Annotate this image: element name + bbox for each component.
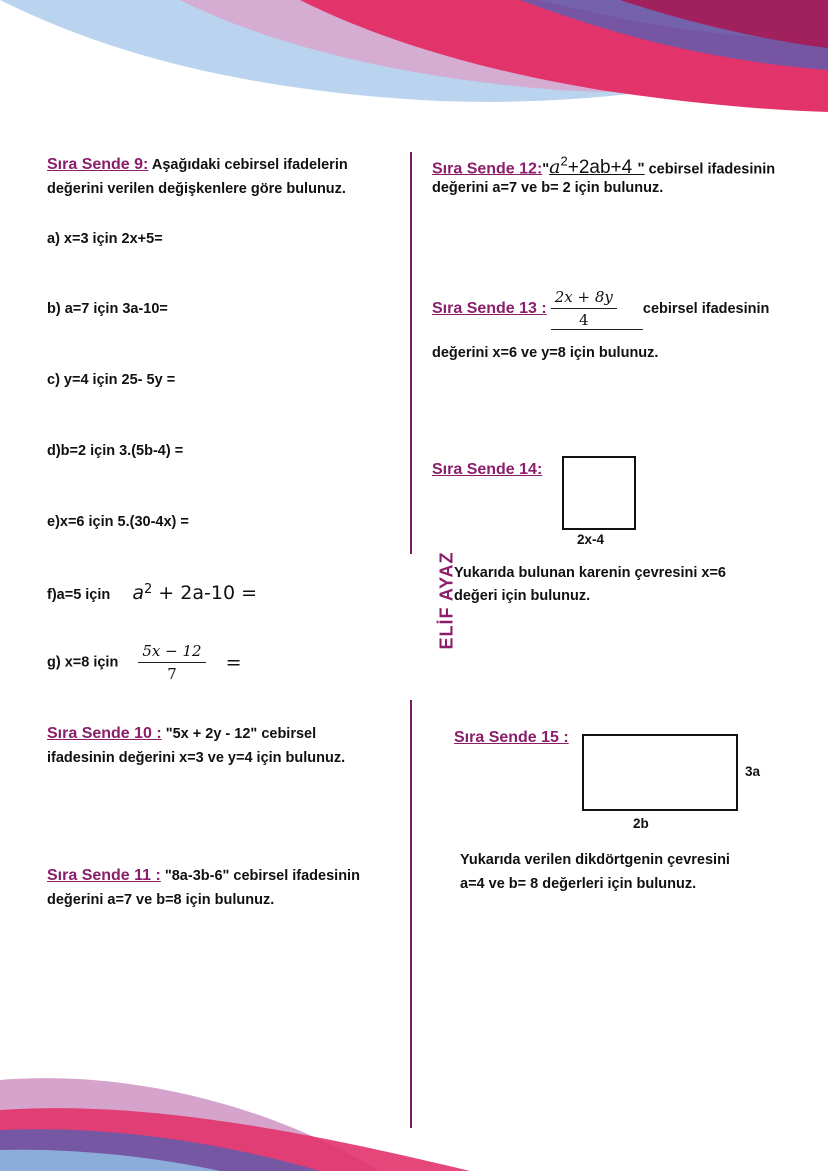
item-c: c) y=4 için 25- 5y = <box>47 372 176 388</box>
q12-expr-exp: 2 <box>560 154 568 169</box>
q13-line2: değerini x=6 ve y=8 için bulunuz. <box>432 345 659 361</box>
q15-rectangle-figure <box>582 734 738 811</box>
q12-title: Sıra Sende 12: <box>432 160 543 178</box>
q14-line2: değeri için bulunuz. <box>454 588 591 604</box>
item-e: e)x=6 için 5.(30-4x) = <box>47 514 189 530</box>
q11-heading-line <box>47 864 360 888</box>
item-g-equals: = <box>225 651 242 674</box>
q10-line2: ifadesinin değerini x=3 ve y=4 için bulunuz. <box>47 750 346 766</box>
q10-title: Sıra Sende 10 : <box>47 725 162 742</box>
item-g-denominator: 7 <box>167 665 177 683</box>
q12-line2: değerini a=7 ve b= 2 için bulunuz. <box>432 180 664 196</box>
column-divider-top <box>410 152 412 554</box>
item-g-numerator: 5x − 12 <box>142 642 202 660</box>
q15-line2: a=4 ve b= 8 değerleri için bulunuz. <box>460 876 697 892</box>
item-f-exp: 2 <box>143 582 153 597</box>
item-f <box>47 578 257 607</box>
q13-heading-line <box>432 288 769 330</box>
q14-line1: Yukarıda bulunan karenin çevresini x=6 <box>454 565 726 581</box>
item-g-prefix: g) x=8 için <box>47 654 119 671</box>
q13-title: Sıra Sende 13 : <box>432 300 547 317</box>
q13-denominator: 4 <box>579 311 589 329</box>
q11-line2: değerini a=7 ve b=8 için bulunuz. <box>47 892 275 908</box>
author-name: ELİF AYAZ <box>436 551 457 650</box>
q12-expr-rest: +2ab+4 <box>567 157 638 179</box>
item-b: b) a=7 için 3a-10= <box>47 301 168 317</box>
q11-title: Sıra Sende 11 : <box>47 867 161 884</box>
q9-title: Sıra Sende 9: <box>47 156 149 173</box>
q15-title-wrap <box>454 726 569 750</box>
item-g <box>47 642 242 683</box>
q9-line1: Aşağıdaki cebirsel ifadelerin <box>148 157 348 173</box>
q13-fraction <box>551 288 617 330</box>
q10-line1: ʺ5x + 2y - 12ʺ cebirsel <box>161 726 317 742</box>
q13-numerator: 2x + 8y <box>554 288 613 306</box>
q9-heading-line <box>47 153 348 177</box>
item-f-var: a <box>132 581 144 604</box>
item-d: d)b=2 için 3.(5b-4) = <box>47 443 184 459</box>
q12-expr-var: a <box>549 156 561 179</box>
q15-width-label: 2b <box>633 816 649 831</box>
q15-line1: Yukarıda verilen dikdörtgenin çevresini <box>460 852 730 868</box>
item-g-fraction <box>138 642 205 683</box>
q10-heading-line <box>47 722 316 746</box>
q13-line1-tail: cebirsel ifadesinin <box>642 301 770 317</box>
q12-quote-open: ʺ <box>542 161 550 178</box>
q14-title: Sıra Sende 14: <box>432 461 543 478</box>
item-f-prefix: f)a=5 için <box>47 586 111 603</box>
q15-title: Sıra Sende 15 : <box>454 729 569 746</box>
top-wave-decoration <box>0 0 828 120</box>
item-a: a) x=3 için 2x+5= <box>47 231 163 247</box>
q12-quote-close: ʺ <box>637 160 645 178</box>
q14-square-figure <box>562 456 636 530</box>
q15-height-label: 3a <box>745 764 761 779</box>
q14-title-wrap <box>432 458 542 482</box>
q9-line2: değerini verilen değişkenlere göre bulunuz. <box>47 181 346 197</box>
q11-line1: ʺ8a-3b-6ʺ cebirsel ifadesinin <box>160 868 360 884</box>
q14-side-label: 2x-4 <box>577 532 605 547</box>
column-divider-bottom <box>410 700 412 1128</box>
q12-line1-tail: cebirsel ifadesinin <box>644 161 776 178</box>
item-f-rest: + 2a-10 = <box>152 581 257 604</box>
bottom-wave-decoration <box>0 1070 828 1171</box>
